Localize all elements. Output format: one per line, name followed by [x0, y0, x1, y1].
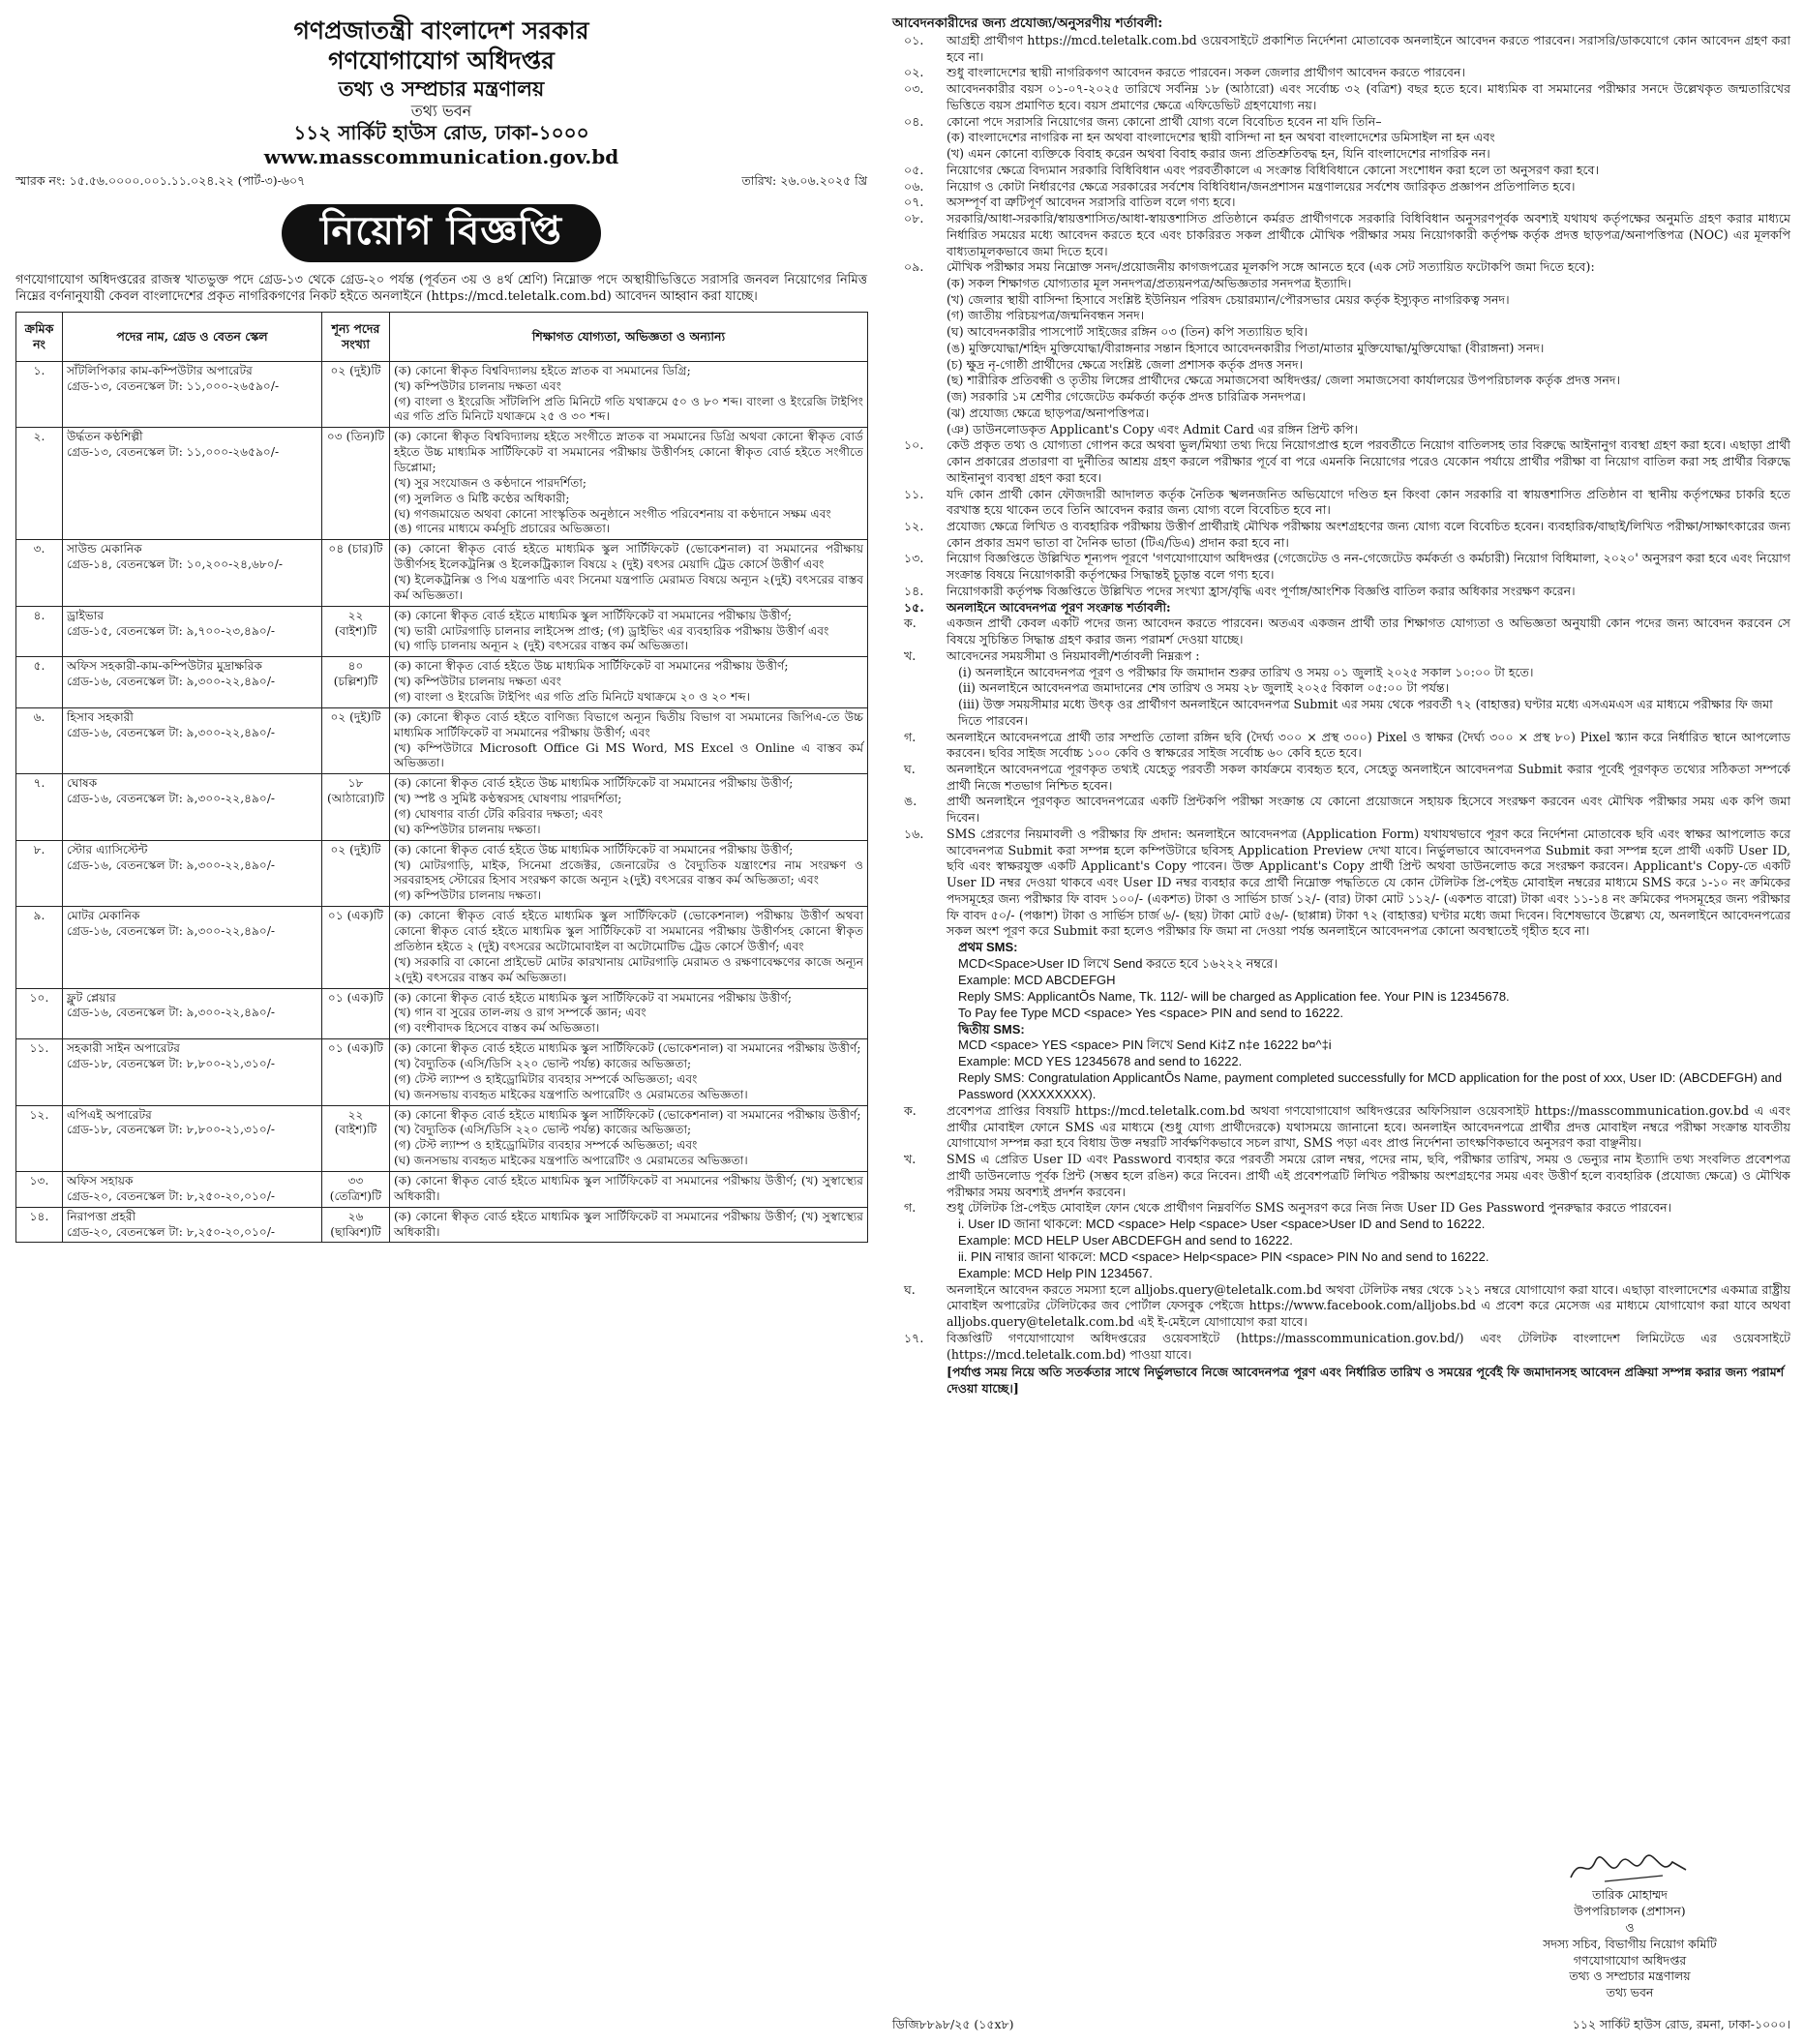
condition-14	[892, 584, 1790, 600]
qualification-item: (ক) কোনো স্বীকৃত বোর্ড হইতে মাধ্যমিক স্কুল সার্টিফিকেট (ভোকেশনাল) বা সমমানের পরীক্ষায় উত্তীর্ণ;	[394, 1107, 861, 1122]
post-grade: গ্রেড-১৪, বেতনস্কেল টা: ১০,২০০-২৪,৬৮০/-	[67, 557, 283, 572]
condition-16	[892, 827, 1790, 940]
qualification-item: (খ) সুর সংযোজন ও কণ্ঠদানে পারদর্শিতা;	[394, 475, 587, 490]
condition-04-a: (ক) বাংলাদেশের নাগরিক না হন অথবা বাংলাদেশের স্থায়ী বাসিন্দা না হন অথবা বাংলাদেশের ডমিসাইল না হন এবং	[947, 130, 1495, 145]
condition-number: ১১.	[904, 486, 924, 501]
row-qualification	[390, 1039, 868, 1105]
post-name: নিরাপত্তা প্রহরী	[67, 1209, 136, 1223]
condition-09	[892, 259, 1790, 276]
condition-letter: খ.	[904, 647, 917, 663]
row-serial: ১৩.	[16, 1171, 63, 1207]
qualification-item: (ক) কানো স্বীকৃত বোর্ড হইতে উচ্চ মাধ্যমিক সার্টিফিকেট বা সমমানের পরীক্ষায় উত্তীর্ণ;	[394, 659, 789, 674]
row-post	[63, 606, 322, 657]
row-qualification	[390, 428, 868, 540]
row-serial: ৩.	[16, 540, 63, 606]
condition-text: যদি কোন প্রার্থী কোন ফৌজদারী আদালত কর্তৃক নৈতিক স্খলনজনিত অভিযোগে দণ্ডিত হন কিংবা কোন সরকারি বা স্বায়ত্তশাসিত প্রতিষ্ঠান বা স্থানীয় কর্তৃপক্ষের চাকরি হতে বরখাস্ত হয়ে থাকেন তবে তিনি আবেদন করার জন্য যোগ্য বলে বিবেচিত হবে না।	[947, 486, 1790, 518]
condition-04-b: (খ) এমন কোনো ব্যক্তিকে বিবাহ করেন অথবা বিবাহ করার জন্য প্রতিশ্রুতিবদ্ধ হন, যিনি বাংলাদেশের নাগরিক নন।	[947, 146, 1490, 162]
posts-table	[15, 312, 868, 1244]
qualification-item: (ঘ) গণজমায়েত অথবা কোনো সাংস্কৃতিক অনুষ্ঠানে সংগীত পরিবেশনায় বা কণ্ঠদানে সক্ষম এবং	[394, 506, 831, 521]
post-name: অফিস সহায়ক	[67, 1173, 134, 1187]
row-serial: ৮.	[16, 840, 63, 906]
post-grade: গ্রেড-১৩, বেতনস্কেল টা: ১১,০০০-২৬৫৯০/-	[67, 445, 280, 460]
row-post	[63, 361, 322, 427]
closing-advice: [পর্যাপ্ত সময় নিয়ে অতি সতর্কতার সাথে নির্ভুলভাবে নিজে আবেদনপত্র পূরণ এবং নির্ধারিত তারিখ ও সময়ের পূর্বেই ফি জমাদানসহ আবেদন প্রক্রিয়া সম্পন্ন করার জন্য পরামর্শ দেওয়া যাচ্ছে।]	[947, 1365, 1785, 1397]
qualification-item: (গ) বাংলা ও ইংরেজি সাঁটলিপি প্রতি মিনিটে গতি যথাক্রমে ৫০ ও ৮০ শব্দ। বাংলা ও ইংরেজি টাইপিং এর গতি প্রতি মিনিটে যথাক্রমে ২৫ ও ৩০ শব্দ।	[394, 394, 863, 424]
condition-number: ০৬.	[904, 178, 924, 194]
directorate-name: গণযোগাযোগ অধিদপ্তর	[328, 46, 555, 75]
left-column	[15, 15, 867, 1243]
condition-02	[892, 65, 1790, 81]
condition-number: ১০.	[904, 437, 924, 453]
sms-condition-kha	[892, 1152, 1790, 1200]
condition-text: নিয়োগকারী কর্তৃপক্ষ বিজ্ঞপ্তিতে উল্লিখিত পদের সংখ্যা হ্রাস/বৃদ্ধি এবং পূর্ণাঙ্গ/আংশিক বিজ্ঞপ্তি বাতিল করার অধিকার সংরক্ষণ করেন।	[947, 583, 1576, 598]
qualification-item: (ক) কোনো স্বীকৃত বোর্ড হইতে মাধ্যমিক স্কুল সার্টিফিকেট বা সমমানের পরীক্ষায় উত্তীর্ণ;	[394, 990, 792, 1005]
qualification-item: (ক) কোনো স্বীকৃত বোর্ড হইতে মাধ্যমিক স্কুল সার্টিফিকেট (ভোকেশনাল) পরীক্ষায় উত্তীর্ণ অথবা কোনো স্বীকৃত বোর্ড হইতে মাধ্যমিক স্কুল সার্টিফিকেট বা সমমানের পরীক্ষায় উত্তীর্ণসহ কোনো স্বীকৃত প্রতিষ্ঠান হইতে ২ (দুই) বৎসরের অটোমোবাইল বা অটোমোটিভ ট্রেড কোর্সে উত্তীর্ণ; এবং	[394, 909, 863, 953]
table-row	[16, 540, 868, 606]
table-row	[16, 1207, 868, 1243]
qualification-item: (গ) সুললিত ও মিষ্টি কণ্ঠের অধিকারী;	[394, 491, 570, 505]
condition-09-item: (চ) ক্ষুদ্র নৃ-গোষ্ঠী প্রার্থীদের ক্ষেত্রে সংশ্লিষ্ট জেলা প্রশাসক কর্তৃক প্রদত্ত সনদ।	[947, 356, 1304, 372]
header-block	[190, 15, 693, 169]
notice-banner: নিয়োগ বিজ্ঞপ্তি	[282, 204, 601, 262]
condition-text: শুধু বাংলাদেশের স্থায়ী নাগরিকগণ আবেদন করতে পারবেন। সকল জেলার প্রার্থীগণ আবেদন করতে পারবেন।	[947, 65, 1466, 80]
reference-line	[15, 173, 867, 193]
qualification-item: (ঘ) গাড়ি চালনায় অন্যূন ২ (দুই) বৎসরের বাস্তব কর্ম অভিজ্ঞতা।	[394, 639, 689, 653]
qualification-item: (গ) টেস্ট ল্যাম্প ও হাইড্রোমিটার ব্যবহার সম্পর্কে অভিজ্ঞতা; এবং	[394, 1071, 698, 1086]
qualification-item: (ঘ) জনসভায় ব্যবহৃত মাইকের যন্ত্রপাতি অপারেটিং ও মেরামতের অভিজ্ঞতা।	[394, 1087, 748, 1101]
post-name: ঘোষক	[67, 776, 98, 791]
condition-text: SMS প্রেরণের নিয়মাবলী ও পরীক্ষার ফি প্রদান: অনলাইনে আবেদনপত্র (Application Form) যথাযথভাবে পূরণ করে নির্দেশনা মোতাবেক ছবি এবং স্বাক্ষর আপলোড করে আবেদনপত্র Submit করা সম্পন্ন হলে কম্পিউটারে ছবিসহ Application Preview দেখা যাবে। নির্ভুলভাবে আবেদনপত্র Submit করা সম্পন্ন হলে প্রার্থী একটি User ID, ছবি এবং স্বাক্ষরযুক্ত একটি Applicant's Copy পাবেন। উক্ত Applicant's Copy প্রার্থী প্রিন্ট অথবা ডাউনলোড করে সংরক্ষণ করবেন। Applicant's Copy-তে একটি User ID নম্বর দেওয়া থাকবে এবং User ID নম্বর ব্যবহার করে প্রার্থী নিম্নোক্ত পদ্ধতিতে যে কোন টেলিটক প্রি-পেইড মোবাইল নম্বরের মাধ্যমে SMS করে ১-১০ নং ক্রমিকের পদসমূহের জন্য পরীক্ষার ফি বাবদ ১০০/- (একশত) টাকা ও সার্ভিস চার্জ ১২/- (বার) টাকা মোট ১১২/- (একশত বারো) টাকা এবং ১১-১৪ নং ক্রমিকের পদসমূহের জন্য পরীক্ষার ফি বাবদ ৫০/- (পঞ্চাশ) টাকা ও সার্ভিস চার্জ ৬/- (ছয়) টাকা মোট ৫৬/- (ছাপ্পান্ন) টাকা ৭২ (বাহাত্তর) ঘণ্টার মধ্যে জমা দিবেন। বিশেষভাবে উল্লেখ্য যে, অনলাইনে আবেদনপত্রের সকল অংশ পূরণ করে Submit করা হলেও পরীক্ষার ফি জমা না দেওয়া পর্যন্ত অনলাইনে আবেদনপত্র কোনো অবস্থাতেই গৃহীত হবে না।	[947, 826, 1790, 939]
row-post	[63, 1171, 322, 1207]
condition-09-item: (খ) জেলার স্থায়ী বাসিন্দা হিসাবে সংশ্লিষ্ট ইউনিয়ন পরিষদ চেয়ারম্যান/পৌরসভার মেয়র কর্তৃক ইস্যুকৃত নাগরিকত্ব সনদ।	[947, 291, 1510, 307]
condition-text: শুধু টেলিটক প্রি-পেইড মোবাইল ফোন থেকে প্রার্থীগণ নিম্নবর্ণিত SMS অনুসরণ করে নিজ নিজ User ID Ges Password পুনরুদ্ধার করতে পারবেন।	[947, 1200, 1672, 1216]
condition-number: ১৫.	[904, 599, 924, 615]
qualification-item: (ক) কোনো স্বীকৃত বিশ্ববিদ্যালয় হইতে সংগীতে স্নাতক বা সমমানের ডিগ্রি অথবা কোনো স্বীকৃত বোর্ড হইতে উচ্চ মাধ্যমিক সার্টিফিকেট বা সমমানের পরীক্ষায় উত্তীর্ণসহ কোনো স্বীকৃত বোর্ড হইতে সংগীতে ডিপ্লোমা;	[394, 430, 863, 474]
row-serial: ৯.	[16, 907, 63, 988]
row-qualification	[390, 657, 868, 708]
condition-text: একজন প্রার্থী কেবল একটি পদের জন্য আবেদন করতে পারবেন। অতএব একজন প্রার্থী তার শিক্ষাগত যোগ্যতা ও অভিজ্ঞতা অনুযায়ী কোন পদের জন্য আবেদন করবেন সে বিষয়ে সুচিন্তিত সিদ্ধান্ত গ্রহণ করার জন্য পরামর্শ দেওয়া যাচ্ছে।	[947, 616, 1790, 647]
condition-12	[892, 519, 1790, 551]
condition-letter: ঙ.	[904, 794, 917, 809]
govt-name: গণপ্রজাতন্ত্রী বাংলাদেশ সরকার	[293, 16, 589, 45]
schedule-item: (i) অনলাইনে আবেদনপত্র পূরণ ও পরীক্ষার ফি জমাদান শুরুর তারিখ ও সময় ০১ জুলাই ২০২৫ সকাল ১০:০০ টা হতে।	[958, 664, 1534, 679]
signature-block	[1485, 1850, 1775, 2001]
condition-text: আবেদনকারীর বয়স ০১-০৭-২০২৫ তারিখে সর্বনিম্ন ১৮ (আঠারো) এবং সর্বোচ্চ ৩২ (বত্রিশ) বছর হতে হবে। মাধ্যমিক বা সমমানের পরীক্ষার সনদে উল্লেখকৃত জন্মতারিখের ভিত্তিতে বয়স প্রমাণিত হবে। বয়স প্রমাণের ক্ষেত্রে এফিডেভিট গ্রহণযোগ্য নয়।	[947, 81, 1790, 112]
condition-07	[892, 195, 1790, 211]
condition-05	[892, 163, 1790, 179]
post-grade: গ্রেড-১৩, বেতনস্কেল টা: ১১,০০০-২৬৫৯০/-	[67, 378, 280, 393]
condition-letter: খ.	[904, 1152, 917, 1167]
conditions-column	[892, 15, 1790, 1398]
post-name: ফ্লুট প্লেয়ার	[67, 990, 116, 1005]
table-header-row	[16, 312, 868, 361]
qualification-item: (গ) ঘোষণার বার্তা টেরি করিবার দক্ষতা; এবং	[394, 807, 603, 822]
row-serial: ১৪.	[16, 1207, 63, 1243]
footer-line	[892, 2017, 1790, 2036]
condition-number: ১৭.	[904, 1330, 924, 1345]
row-serial: ১১.	[16, 1039, 63, 1105]
intro-paragraph: গণযোগাযোগ অধিদপ্তরের রাজস্ব খাতভুক্ত পদে গ্রেড-১৩ থেকে গ্রেড-২০ পর্যন্ত (পূর্বতন ৩য় ও ৪র্থ শ্রেণি) নিম্নোক্ত পদে অস্থায়ীভিত্তিতে সরাসরি জনবল নিয়োগের নিমিত্ত নিম্নের বর্ণনানুযায়ী কেবল বাংলাদেশের প্রকৃত নাগরিকগণের নিকট হইতে অনলাইনে (https://mcd.teletalk.com.bd) আবেদন আহ্বান করা যাচ্ছে।	[15, 272, 867, 305]
table-row	[16, 840, 868, 906]
condition-15-kha	[892, 648, 1790, 665]
post-grade: গ্রেড-১৬, বেতনস্কেল টা: ৯,৩০০-২২,৪৯০/-	[67, 675, 276, 689]
condition-number: ০১.	[904, 32, 924, 47]
row-vacancy: ০৪ (চার)টি	[322, 540, 390, 606]
col-post: পদের নাম, গ্রেড ও বেতন স্কেল	[63, 312, 322, 361]
print-code: ডিজি৮৮৯৮/২৫ (১৫x৮)	[892, 2017, 1014, 2031]
table-row	[16, 361, 868, 427]
condition-09-item: (ক) সকল শিক্ষাগত যোগ্যতার মূল সনদপত্র/প্রত্যয়নপত্র/অভিজ্ঞতার সনদপত্র ইত্যাদি।	[947, 275, 1352, 290]
condition-number: ০৭.	[904, 195, 924, 210]
qualification-item: (গ) বাংলা ও ইংরেজি টাইপিং এর গতি প্রতি মিনিটে যথাক্রমে ২০ ও ২০ শব্দ।	[394, 690, 751, 705]
qualification-item: (গ) টেস্ট ল্যাম্প ও হাইড্রোমিটার ব্যবহার সম্পর্কে অভিজ্ঞতা; এবং	[394, 1138, 698, 1153]
post-grade: গ্রেড-১৬, বেতনস্কেল টা: ৯,৩০০-২২,৪৯০/-	[67, 857, 276, 872]
row-vacancy: ০২ (দুই)টি	[322, 840, 390, 906]
sms1-line: MCD<Space>User ID লিখে Send করতে হবে ১৬২২২ নম্বরে।	[958, 955, 1278, 971]
row-qualification	[390, 840, 868, 906]
qualification-item: (গ) কম্পিউটার চালনায় দক্ষতা।	[394, 888, 542, 903]
condition-text: SMS এ প্রেরিত User ID এবং Password ব্যবহার করে পরবর্তী সময়ে রোল নম্বর, পদের নাম, ছবি, পরীক্ষার তারিখ, সময় ও ভেন্যুর নাম ইত্যাদি তথ্য সংবলিত প্রবেশপত্র প্রার্থী ডাউনলোড পূর্বক প্রিন্ট (সম্ভব হলে রঙিন) করে নিবেন। প্রার্থী এই প্রবেশপত্রটি লিখিত পরীক্ষায় অংশগ্রহণের সময় এবং উত্তীর্ণ হলে ব্যবহারিক (প্রযোজ্য ক্ষেত্রে) ও মৌখিক পরীক্ষার সময় অবশ্যই প্রদর্শন করবেন।	[947, 1152, 1790, 1199]
row-qualification	[390, 606, 868, 657]
post-grade: গ্রেড-২০, বেতনস্কেল টা: ৮,২৫০-২০,০১০/-	[67, 1188, 276, 1203]
qualification-item: (ক) কোনো স্বীকৃত বোর্ড হইতে মাধ্যমিক স্কুল সার্টিফিকেট (ভোকেশনাল) বা সমমানের পরীক্ষায় উত্তীর্ণ;	[394, 1041, 861, 1056]
sms-condition-ka	[892, 1103, 1790, 1152]
post-name: অফিস সহকারী-কাম-কম্পিউটার মুদ্রাক্ষরিক	[67, 659, 263, 674]
col-serial: ক্রমিক নং	[16, 312, 63, 361]
post-grade: গ্রেড-১৬, বেতনস্কেল টা: ৯,৩০০-২২,৪৯০/-	[67, 725, 276, 739]
row-post	[63, 657, 322, 708]
row-post	[63, 774, 322, 840]
qualification-item: (খ) কম্পিউটারে Microsoft Office Gi MS Word, MS Excel ও Online এ বাস্তব কর্ম অভিজ্ঞতা।	[394, 740, 863, 770]
post-grade: গ্রেড-২০, বেতনস্কেল টা: ৮,২৫০-২০,০১০/-	[67, 1224, 276, 1239]
condition-09-item: (ঘ) আবেদনকারীর পাসপোর্ট সাইজের রঙ্গিন ০৩ (তিন) কপি সত্যায়িত ছবি।	[947, 324, 1308, 340]
row-qualification	[390, 361, 868, 427]
footer-address: ১১২ সার্কিট হাউস রোড, রমনা, ঢাকা-১০০০।	[1572, 2017, 1790, 2031]
post-name: স্টোর এ্যাসিস্টেন্ট	[67, 842, 148, 857]
sms-condition-gha	[892, 1282, 1790, 1331]
row-post	[63, 1207, 322, 1243]
schedule-item: (ii) অনলাইনে আবেদনপত্র জমাদানের শেষ তারিখ ও সময় ২৮ জুলাই ২০২৫ বিকাল ০৫:০০ টা পর্যন্ত।	[958, 680, 1450, 696]
row-qualification	[390, 540, 868, 606]
row-vacancy: ০২ (দুই)টি	[322, 707, 390, 773]
condition-text: প্রযোজ্য ক্ষেত্রে লিখিত ও ব্যবহারিক পরীক্ষায় উত্তীর্ণ প্রার্থীরাই মৌখিক পরীক্ষায় অংশগ্রহণের জন্য যোগ্য বলে বিবেচিত হবেন। ব্যবহারিক/বাছাই/লিখিত পরীক্ষা/সাক্ষাৎকারের জন্য কোন প্রকার ভ্রমণ ভাতা বা দৈনিক ভাতা (টিএ/ডিএ) প্রদান করা হবে না।	[947, 518, 1790, 550]
sms2-line: Example: MCD YES 12345678 and send to 16222.	[958, 1054, 1243, 1069]
post-name: এপিএই অপারেটর	[67, 1107, 152, 1122]
row-vacancy: ১৮ (আঠারো)টি	[322, 774, 390, 840]
condition-text: প্রার্থী অনলাইনে পূরণকৃত আবেদনপত্রের একটি প্রিন্টকপি পরীক্ষা সংক্রান্ত যে কোনো প্রয়োজনে সহায়ক হিসেবে সংরক্ষণ করবেন এবং মৌখিক পরীক্ষার সময় এক কপি জমা দিবেন।	[947, 794, 1790, 826]
condition-text: কোনো পদে সরাসরি নিয়োগের জন্য কোনো প্রার্থী যোগ্য বলে বিবেচিত হবেন না যদি তিনি–	[947, 113, 1382, 129]
condition-09-item: (ছ) শারীরিক প্রতিবন্ধী ও তৃতীয় লিঙ্গের প্রার্থীদের ক্ষেত্রে সমাজসেবা অধিদপ্তর/ জেলা সমাজসেবা কার্যালয়ের উপপরিচালক কর্তৃক প্রদত্ত সনদ।	[947, 373, 1621, 388]
row-qualification	[390, 774, 868, 840]
condition-number: ০৮.	[904, 211, 924, 226]
condition-15-ga	[892, 730, 1790, 762]
row-serial: ১০.	[16, 988, 63, 1039]
condition-letter: গ.	[904, 729, 917, 744]
condition-15-uma	[892, 794, 1790, 826]
row-post	[63, 707, 322, 773]
row-vacancy: ০১ (এক)টি	[322, 907, 390, 988]
sms2-line: MCD <space> YES <space> PIN লিখে Send Ki‡Z n‡e 16222 b¤^‡i	[958, 1037, 1332, 1053]
row-vacancy: ০৩ (তিন)টি	[322, 428, 390, 540]
condition-text: প্রবেশপত্র প্রাপ্তির বিষয়টি https://mcd.teletalk.com.bd অথবা গণযোগাযোগ অধিদপ্তরের অফিসিয়াল ওয়েবসাইট https://masscommunication.gov.bd এ এবং প্রার্থীর মোবাইল ফোনে SMS এর মাধ্যমে (শুধু যোগ্য প্রার্থীদেরকে) যথাসময়ে জানানো হবে। অনলাইন আবেদনপত্রে প্রার্থীর প্রদত্ত মোবাইল নম্বরে পরীক্ষা সংক্রান্ত যাবতীয় যোগাযোগ সম্পন্ন করা হবে বিধায় উক্ত নম্বরটি সার্বক্ষণিকভাবে সচল রাখা, SMS পড়া এবং প্রাপ্ত নির্দেশনা তাৎক্ষণিকভাবে অনুসরণ করা বাঞ্ছনীয়।	[947, 1102, 1790, 1151]
table-row	[16, 428, 868, 540]
row-post	[63, 1039, 322, 1105]
signatory-and: ও	[1625, 1919, 1635, 1935]
row-post	[63, 988, 322, 1039]
condition-11	[892, 487, 1790, 519]
qualification-item: (ক) কোনো স্বীকৃত বোর্ড হইতে মাধ্যমিক স্কুল সার্টিফিকেট বা সমমানের পরীক্ষায় উত্তীর্ণ; (খ) সুস্বাস্থ্যের অধিকারী।	[394, 1173, 863, 1203]
sms2-line: Reply SMS: Congratulation ApplicantÕs Name, payment completed successfully for MCD application for the post of xxx, User ID: (ABCDEFGH) and Password (XXXXXXXX).	[958, 1070, 1783, 1102]
signatory-office: গণযোগাযোগ অধিদপ্তর	[1573, 1952, 1687, 1968]
row-vacancy: ০১ (এক)টি	[322, 988, 390, 1039]
row-qualification	[390, 988, 868, 1039]
condition-text: বিজ্ঞপ্তিটি গণযোগাযোগ অধিদপ্তরের ওয়েবসাইটে (https://masscommunication.gov.bd/) এবং টেলিটক বাংলাদেশ লিমিটেডে এর ওয়েবসাইটে (https://mcd.teletalk.com.bd) পাওয়া যাবে।	[947, 1330, 1790, 1362]
post-name: উর্দ্ধতন কণ্ঠশিল্পী	[67, 430, 143, 444]
condition-text: অসম্পূর্ণ বা ত্রুটিপূর্ণ আবেদন সরাসরি বাতিল বলে গণ্য হবে।	[947, 195, 1236, 210]
condition-13	[892, 551, 1790, 583]
sms1-line: To Pay fee Type MCD <space> Yes <space> PIN and send to 16222.	[958, 1005, 1343, 1020]
sms1-line: Reply SMS: ApplicantÕs Name, Tk. 112/- will be charged as Application fee. Your PIN is 12345678.	[958, 988, 1510, 1004]
recovery-line: ii. PIN নাম্বার জানা থাকলে: MCD <space> Help<space> PIN <space> PIN No and send to 16222.	[958, 1248, 1489, 1264]
condition-text: সরকারি/আধা-সরকারি/স্বায়ত্তশাসিত/আধা-স্বায়ত্তশাসিত প্রতিষ্ঠানে কর্মরত প্রার্থীগণকে সরকারি বিধিবিধান অনুসরণপূর্বক অবশ্যই যথাযথ কর্তৃপক্ষের অনুমতি গ্রহণ করার মাধ্যমে নির্ধারিত সময়ের মধ্যে আবেদন করতে হবে এবং চাকরিরত সকল প্রার্থীকে মৌখিক পরীক্ষার সময় নিয়োগকারী কর্তৃপক্ষ কর্তৃক প্রদত্ত ছাড়পত্র/অনাপত্তিপত্র (NOC) এর মূলকপি বাধ্যতামূলকভাবে জমা দিতে হবে।	[947, 211, 1790, 258]
row-vacancy: ০২ (দুই)টি	[322, 361, 390, 427]
signatory-role: সদস্য সচিব, বিভাগীয় নিয়োগ কমিটি	[1543, 1936, 1717, 1951]
sms1-title: প্রথম SMS:	[958, 940, 1018, 955]
conditions-title: আবেদনকারীদের জন্য প্রযোজ্য/অনুসরণীয় শর্তাবলী:	[892, 15, 1163, 31]
condition-09-item: (গ) জাতীয় পরিচয়পত্র/জন্মনিবন্ধন সনদ।	[947, 308, 1145, 323]
condition-letter: ঘ.	[904, 1281, 916, 1297]
sms-condition-ga	[892, 1200, 1790, 1217]
row-serial: ১২.	[16, 1105, 63, 1171]
condition-text: মৌখিক পরীক্ষার সময় নিম্নোক্ত সনদ/প্রয়োজনীয় কাগজপত্রের মূলকপি সঙ্গে আনতে হবে (এক সেট সত্যায়িত ফটোকপি জমা দিতে হবে):	[947, 259, 1595, 275]
condition-text: অনলাইনে আবেদনপত্রে পূরণকৃত তথ্যই যেহেতু পরবর্তী সকল কার্যক্রমে ব্যবহৃত হবে, সেহেতু অনলাইনে আবেদনপত্র Submit করার পূর্বেই পূরণকৃত তথ্যের সঠিকতা সম্পর্কে প্রার্থী নিজে শতভাগ নিশ্চিত হবেন।	[947, 762, 1790, 793]
row-post	[63, 540, 322, 606]
condition-number: ০৯.	[904, 259, 924, 275]
qualification-item: (ক) কোনো স্বীকৃত বোর্ড হইতে উচ্চ মাধ্যমিক সার্টিফিকেট বা সমমানের পরীক্ষায় উত্তীর্ণ;	[394, 842, 794, 857]
qualification-item: (খ) স্পষ্ট ও সুমিষ্ট কণ্ঠস্বরসহ ঘোষণায় পারদর্শিতা;	[394, 792, 622, 806]
condition-letter: গ.	[904, 1200, 917, 1216]
condition-number: ১৪.	[904, 583, 924, 598]
qualification-item: (ক) কোনো স্বীকৃত বিশ্ববিদ্যালয় হইতে স্নাতক বা সমমানের ডিগ্রি;	[394, 363, 691, 377]
col-qualification: শিক্ষাগত যোগ্যতা, অভিজ্ঞতা ও অন্যান্য	[390, 312, 868, 361]
condition-text: আবেদনের সময়সীমা ও নিয়মাবলী/শর্তাবলী নিম্নরূপ :	[947, 647, 1200, 663]
post-grade: গ্রেড-১৬, বেতনস্কেল টা: ৯,৩০০-২২,৪৯০/-	[67, 924, 276, 939]
signatory-ministry: তথ্য ও সম্প্রচার মন্ত্রণালয়	[1569, 1969, 1691, 1984]
qualification-item: (খ) কম্পিউটার চালনায় দক্ষতা এবং	[394, 675, 561, 689]
post-name: সাউন্ড মেকানিক	[67, 542, 142, 556]
post-grade: গ্রেড-১৬, বেতনস্কেল টা: ৯,৩০০-২২,৪৯০/-	[67, 1006, 276, 1020]
sms1-line: Example: MCD ABCDEFGH	[958, 972, 1116, 987]
condition-text: নিয়োগ ও কোটা নির্ধারণের ক্ষেত্রে সরকারের সর্বশেষ বিধিবিধান/জনপ্রশাসন মন্ত্রণালয়ের সর্বশেষ জারিকৃত প্রজ্ঞাপন প্রতিপালিত হবে।	[947, 178, 1576, 194]
condition-number: ০৫.	[904, 162, 924, 177]
row-vacancy: ৩৩ (তেত্রিশ)টি	[322, 1171, 390, 1207]
condition-08	[892, 211, 1790, 259]
condition-04	[892, 114, 1790, 131]
memo-number: স্মারক নং: ১৫.৫৬.০০০০.০০১.১১.০২৪.২২ (পার্ট-৩)-৬০৭	[15, 172, 306, 188]
row-vacancy: ০১ (এক)টি	[322, 1039, 390, 1105]
row-qualification	[390, 1171, 868, 1207]
condition-15-gha	[892, 762, 1790, 794]
office-website: www.masscommunication.gov.bd	[263, 144, 619, 168]
qualification-item: (ক) কোনো স্বীকৃত বোর্ড হইতে উচ্চ মাধ্যমিক সার্টিফিকেট বা সমমানের পরীক্ষায় উত্তীর্ণ;	[394, 776, 794, 791]
table-row	[16, 606, 868, 657]
row-post	[63, 907, 322, 988]
qualification-item: (খ) বৈদ্যুতিক (এসি/ডিসি ২২০ ভোল্ট পর্যন্ত) কাজের অভিজ্ঞতা;	[394, 1123, 692, 1137]
post-grade: গ্রেড-১৫, বেতনস্কেল টা: ৯,৭০০-২৩,৪৯০/-	[67, 623, 276, 638]
qualification-item: (গ) বংশীবাদক হিসেবে বাস্তব কর্ম অভিজ্ঞতা।	[394, 1021, 600, 1036]
condition-09-item: (ঞ) ডাউনলোডকৃত Applicant's Copy এবং Admit Card এর রঙ্গিন প্রিন্ট কপি।	[947, 421, 1359, 436]
qualification-item: (ক) কোনো স্বীকৃত বোর্ড হইতে মাধ্যমিক স্কুল সার্টিফিকেট বা সমমানের পরীক্ষায় উত্তীর্ণ;	[394, 608, 792, 622]
condition-09-item: (জ) সরকারি ১ম শ্রেণীর গেজেটেড কর্মকর্তা কর্তৃক প্রদত্ত চারিত্রিক সনদপত্র।	[947, 389, 1307, 405]
condition-10	[892, 437, 1790, 486]
qualification-item: (খ) মোটরগাড়ি, মাইক, সিনেমা প্রজেক্টর, জেনারেটর ও বৈদ্যুতিক যন্ত্রাংশের নাম সংরক্ষণ ও সরবরাহসহ স্টোরের হিসাব সংরক্ষণ কাজে অন্যূন ২(দুই) বৎসরের বাস্তব কর্ম অভিজ্ঞতা; এবং	[394, 857, 863, 887]
sms2-title: দ্বিতীয় SMS:	[958, 1021, 1025, 1037]
post-grade: গ্রেড-১৬, বেতনস্কেল টা: ৯,৩০০-২২,৪৯০/-	[67, 792, 276, 806]
post-grade: গ্রেড-১৮, বেতনস্কেল টা: ৮,৮০০-২১,৩১০/-	[67, 1056, 276, 1070]
qualification-item: (খ) ইলেকট্রনিক্স ও পিএ যন্ত্রপাতি এবং সিনেমা যন্ত্রপাতি মেরামত বিষয়ে অন্যূন ২(দুই) বৎসরের বাস্তব কর্ম অভিজ্ঞতা।	[394, 573, 863, 602]
qualification-item: (ঘ) কম্পিউটার চালনায় দক্ষতা।	[394, 822, 541, 836]
condition-01	[892, 33, 1790, 65]
table-row	[16, 1171, 868, 1207]
office-address: ১১২ সার্কিট হাউস রোড, ঢাকা-১০০০	[293, 120, 589, 144]
table-row	[16, 1039, 868, 1105]
col-vacancy: শূন্য পদের সংখ্যা	[322, 312, 390, 361]
qualification-item: (ঘ) জনসভায় ব্যবহৃত মাইকের যন্ত্রপাতি অপারেটিং ও মেরামতের অভিজ্ঞতা।	[394, 1154, 748, 1168]
condition-letter: ক.	[904, 616, 917, 631]
recovery-line: Example: MCD HELP User ABCDEFGH and send to 16222.	[958, 1233, 1293, 1248]
table-row	[16, 907, 868, 988]
condition-15-ka	[892, 616, 1790, 647]
row-serial: ১.	[16, 361, 63, 427]
signature-scribble	[1566, 1850, 1692, 1887]
post-name: হিসাব সহকারী	[67, 709, 134, 724]
table-row	[16, 1105, 868, 1171]
row-vacancy: ২২ (বাইশ)টি	[322, 1105, 390, 1171]
row-vacancy: ২২ (বাইশ)টি	[322, 606, 390, 657]
row-serial: ৭.	[16, 774, 63, 840]
condition-06	[892, 179, 1790, 195]
signatory-building: তথ্য ভবন	[1606, 1985, 1654, 2000]
table-row	[16, 707, 868, 773]
qualification-item: (ক) কোনো স্বীকৃত বোর্ড হইতে বাণিজ্য বিভাগে অন্যূন দ্বিতীয় বিভাগ বা সমমানের জিপিএ-তে উচ্চ মাধ্যমিক সার্টিফিকেট বা সমমানের পরীক্ষায় উত্তীর্ণ; এবং	[394, 709, 863, 739]
signatory-designation: উপপরিচালক (প্রশাসন)	[1574, 1903, 1686, 1918]
qualification-item: (খ) সরকারি বা কোনো প্রাইভেট মোটর কারখানায় মোটরগাড়ি মেরামত ও রক্ষণাবেক্ষণের কাজে অন্যূন ২(দুই) বৎসরের বাস্তব কর্ম অভিজ্ঞতা।	[394, 954, 863, 984]
condition-text: আগ্রহী প্রার্থীগণ https://mcd.teletalk.com.bd ওয়েবসাইটে প্রকাশিত নির্দেশনা মোতাবেক অনলাইনে আবেদন করতে পারবেন। সরাসরি/ডাকযোগে কোন আবেদন গ্রহণ করা হবে না।	[947, 32, 1790, 64]
row-qualification	[390, 907, 868, 988]
notice-date: তারিখ: ২৬.০৬.২০২৫ খ্রি	[741, 172, 867, 188]
row-vacancy: ২৬ (ছাব্বিশ)টি	[322, 1207, 390, 1243]
row-serial: ৬.	[16, 707, 63, 773]
sms-instructions	[892, 940, 1790, 1103]
row-post	[63, 1105, 322, 1171]
qualification-item: (ক) কোনো স্বীকৃত বোর্ড হইতে মাধ্যমিক স্কুল সার্টিফিকেট (ভোকেশনাল) বা সমমানের পরীক্ষায় উত্তীর্ণসহ ইলেকট্রনিক্স ও ইলেকট্রিক্যাল বিষয়ে ২ (দুই) বৎসর মেয়াদি ট্রেড কোর্সে উত্তীর্ণ এবং	[394, 542, 863, 572]
condition-number: ১৩.	[904, 551, 924, 566]
table-row	[16, 988, 868, 1039]
qualification-item: (খ) বৈদ্যুতিক (এসি/ডিসি ২২০ ভোল্ট পর্যন্ত) কাজের অভিজ্ঞতা;	[394, 1056, 692, 1070]
table-row	[16, 774, 868, 840]
post-name: ড্রাইভার	[67, 608, 105, 622]
table-row	[16, 657, 868, 708]
row-serial: ৫.	[16, 657, 63, 708]
condition-letter: ঘ.	[904, 762, 916, 776]
condition-09-item: (ঝ) প্রযোজ্য ক্ষেত্রে ছাড়পত্র/অনাপত্তিপত্র।	[947, 405, 1150, 420]
recovery-sms	[892, 1217, 1790, 1282]
post-name: সহকারী সাইন অপারেটর	[67, 1041, 180, 1056]
recovery-line: Example: MCD Help PIN 1234567.	[958, 1265, 1153, 1280]
condition-text: নিয়োগের ক্ষেত্রে বিদ্যমান সরকারি বিধিবিধান এবং পরবর্তীকালে এ সংক্রান্ত বিধিবিধানে কোনো সংশোধন করা হলে তা অনুসরণ করা হবে।	[947, 162, 1600, 177]
condition-text: নিয়োগ বিজ্ঞপ্তিতে উল্লিখিত শূন্যপদ পূরণে 'গণযোগাযোগ অধিদপ্তর (গেজেটেড ও নন-গেজেটেড কর্মকর্তা ও কর্মচারী) নিয়োগ বিধিমালা, ২০২০' অনুসরণ করা হবে এবং নিয়োগ সংক্রান্ত বিষয়ে নিয়োগকারী কর্তৃপক্ষের সিদ্ধান্তই চূড়ান্ত বলে গণ্য হবে।	[947, 551, 1790, 583]
handwritten-signature	[1485, 1850, 1775, 1887]
row-post	[63, 840, 322, 906]
condition-number: ০৪.	[904, 113, 924, 129]
condition-number: ১৬.	[904, 826, 924, 841]
row-qualification	[390, 1105, 868, 1171]
row-qualification	[390, 707, 868, 773]
schedule-item: (iii) উক্ত সময়সীমার মধ্যে উৎকৃ ওর প্রার্থীগণ অনলাইনে আবেদনপত্র Submit এর সময় থেকে পরবর্তী ৭২ (বাহাত্তর) ঘণ্টার মধ্যে এসএমএস এর মাধ্যমে পরীক্ষার ফি জমা দিতে পারবেন।	[958, 697, 1773, 728]
row-post	[63, 428, 322, 540]
row-qualification	[390, 1207, 868, 1243]
condition-text: অনলাইনে আবেদনপত্রে প্রার্থী তার সম্প্রতি তোলা রঙ্গিন ছবি (দৈর্ঘ্য ৩০০ × প্রস্থ ৩০০) Pixel ও স্বাক্ষর (দৈর্ঘ্য ৩০০ × প্রস্থ ৮০) Pixel স্ক্যান করে নির্ধারিত স্থানে আপলোড করবেন। ছবির সাইজ সর্বোচ্চ ১০০ কেবি ও স্বাক্ষরের সাইজ সর্বোচ্চ ৬০ কেবি হতে হবে।	[947, 729, 1790, 761]
row-serial: ২.	[16, 428, 63, 540]
building-name: তথ্য ভবন	[410, 101, 472, 120]
condition-text: অনলাইনে আবেদনপত্র পূরণ সংক্রান্ত শর্তাবলী:	[947, 599, 1171, 615]
qualification-item: (খ) কম্পিউটার চালনায় দক্ষতা এবং	[394, 378, 561, 393]
condition-03	[892, 81, 1790, 113]
posts-table-body	[16, 361, 868, 1243]
qualification-item: (খ) ভারী মোটরগাড়ি চালনার লাইসেন্স প্রাপ্ত; (গ) ড্রাইভিং এর ব্যবহারিক পরীক্ষায় উত্তীর্ণ এবং	[394, 623, 829, 638]
condition-number: ০৩.	[904, 81, 924, 97]
qualification-item: (ক) কোনো স্বীকৃত বোর্ড হইতে মাধ্যমিক স্কুল সার্টিফিকেট বা সমমানের পরীক্ষায় উত্তীর্ণ; (খ) সুস্বাস্থ্যের অধিকারী।	[394, 1209, 863, 1239]
condition-text: অনলাইনে আবেদন করতে সমস্যা হলে alljobs.query@teletalk.com.bd অথবা টেলিটক নম্বর থেকে ১২১ নম্বরে যোগাযোগ করা যাবে। এছাড়া বাংলাদেশের একমাত্র রাষ্ট্রীয় মোবাইল অপারেটর টেলিটকের জব পোর্টাল ফেসবুক পেইজে https://www.facebook.com/alljobs.bd এ প্রবেশ করে মেসেজ এর মাধ্যমে যোগাযোগ করা যাবে অথবা alljobs.query@teletalk.com.bd এই ই-মেইলে যোগাযোগ করা যাবে।	[947, 1281, 1790, 1330]
post-name: মোটর মেকানিক	[67, 909, 140, 923]
condition-09-item: (ঙ) মুক্তিযোদ্ধা/শহিদ মুক্তিযোদ্ধা/বীরাঙ্গনার সন্তান হিসাবে আবেদনকারীর পিতা/মাতার মুক্তিযোদ্ধা/মুক্তিযোদ্ধা (বীরাঙ্গনা) সনদ।	[947, 340, 1545, 355]
qualification-item: (খ) গান বা সুরের তাল-লয় ও রাগ সম্পর্কে জ্ঞান; এবং	[394, 1006, 646, 1020]
row-vacancy: ৪০ (চল্লিশ)টি	[322, 657, 390, 708]
post-name: সাঁটলিপিকার কাম-কম্পিউটার অপারেটর	[67, 363, 253, 377]
ministry-name: তথ্য ও সম্প্রচার মন্ত্রণালয়	[338, 75, 545, 101]
condition-text: কেউ প্রকৃত তথ্য ও যোগ্যতা গোপন করে অথবা ভুল/মিথ্যা তথ্য দিয়ে নিয়োগপ্রাপ্ত হলে পরবর্তীতে নিয়োগ বাতিলসহ তার বিরুদ্ধে আইনানুগ ব্যবস্থা গ্রহণ করা হবে। এছাড়া প্রার্থী কোন প্রকারের প্রতারণা বা দুর্নীতির আশ্রয় গ্রহণ করলে পরীক্ষার পূর্বে বা পরে এমনকি নিয়োগের পরেও যেকোন পর্যায়ে প্রার্থীর পরীক্ষা বা নিয়োগ বাতিল করা সহ প্রার্থীর বিরুদ্ধে আইনানুগ ব্যবস্থা গ্রহণ করা হবে।	[947, 437, 1790, 485]
condition-17	[892, 1331, 1790, 1363]
post-grade: গ্রেড-১৮, বেতনস্কেল টা: ৮,৮০০-২১,৩১০/-	[67, 1123, 276, 1137]
condition-15	[892, 600, 1790, 616]
condition-letter: ক.	[904, 1102, 917, 1118]
signatory-name: তারিক মোহাম্মদ	[1592, 1887, 1668, 1902]
qualification-item: (ঙ) গানের মাধ্যমে কর্মসূচি প্রচারের অভিজ্ঞতা।	[394, 522, 611, 536]
condition-number: ০২.	[904, 65, 924, 80]
condition-number: ১২.	[904, 518, 924, 533]
recovery-line: i. User ID জানা থাকলে: MCD <space> Help <space> User <space>User ID and Send to 16222.	[958, 1217, 1486, 1232]
row-serial: ৪.	[16, 606, 63, 657]
